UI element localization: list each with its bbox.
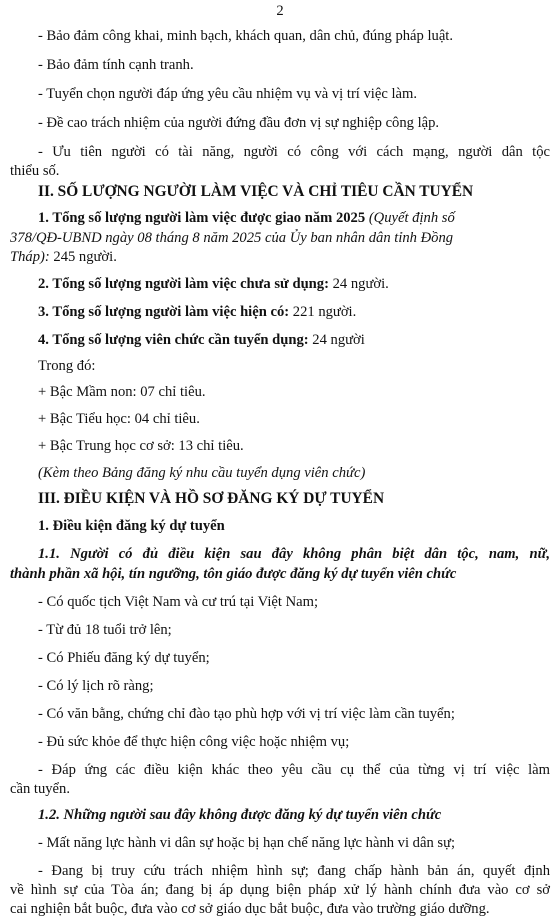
principle-item: - Bảo đảm công khai, minh bạch, khách quan, dân chủ, đúng pháp luật. (38, 28, 454, 44)
level-item: + Bậc Trung học cơ sở: 13 chỉ tiêu. (38, 438, 244, 454)
principle-item: - Đề cao trách nhiệm của người đứng đầu đơn vị sự nghiệp công lập. (38, 115, 440, 131)
exclusion-item-cont: về hình sự của Tòa án; đang bị áp dụng biện pháp xử lý hành chính đưa vào cơ sở (10, 882, 550, 898)
item-2 (38, 275, 389, 294)
principle-item: - Bảo đảm tính cạnh tranh. (38, 57, 194, 73)
priority-line: - Ưu tiên người có tài năng, người có công với cách mạng, người dân tộc (38, 144, 550, 160)
condition-item-last: - Đáp ứng các điều kiện khác theo yêu cầu cụ thể của từng vị trí việc làm (38, 762, 550, 778)
item-1-value: 245 người. (53, 249, 117, 265)
item-3-value: 221 người. (292, 304, 357, 320)
item-3-label: 3. Tổng số lượng người làm việc hiện có: (38, 304, 290, 320)
item-1-label: 1. Tổng số lượng người làm việc được giao năm 2025 (38, 210, 366, 226)
priority-line-cont: thiểu số. (10, 163, 60, 179)
exclusion-item-cont: cai nghiện bắt buộc, đưa vào cơ sở giáo dục bắt buộc, đưa vào trường giáo dưỡng. (10, 901, 490, 917)
item-1-line2: 378/QĐ-UBND ngày 08 tháng 8 năm 2025 của Ủy ban nhân dân tỉnh Đồng (10, 230, 454, 246)
level-item: + Bậc Mầm non: 07 chỉ tiêu. (38, 384, 206, 400)
condition-item-last-cont: cần tuyển. (10, 781, 70, 797)
item-2-label: 2. Tổng số lượng người làm việc chưa sử dụng: (38, 276, 329, 292)
section-heading-ii: II. SỐ LƯỢNG NGƯỜI LÀM VIỆC VÀ CHỈ TIÊU CẦN TUYỂN (38, 183, 474, 200)
condition-item: - Đủ sức khỏe để thực hiện công việc hoặc nhiệm vụ; (38, 734, 350, 750)
subsection-1-1-line2: thành phần xã hội, tín ngưỡng, tôn giáo được đăng ký dự tuyển viên chức (10, 566, 457, 582)
item-2-value: 24 người. (332, 276, 389, 292)
section-heading-iii: III. ĐIỀU KIỆN VÀ HỒ SƠ ĐĂNG KÝ DỰ TUYỂN (38, 490, 385, 507)
subsection-1-1-line1: 1.1. Người có đủ điều kiện sau đây không phân biệt dân tộc, nam, nữ, (38, 546, 550, 562)
item-4 (38, 331, 365, 350)
level-item: + Bậc Tiểu học: 04 chỉ tiêu. (38, 411, 200, 427)
item-1-source-end: Tháp): (10, 249, 50, 265)
item-1-source: (Quyết định số (368, 210, 455, 226)
condition-item: - Có lý lịch rõ ràng; (38, 678, 154, 694)
condition-item: - Có Phiếu đăng ký dự tuyển; (38, 650, 210, 666)
item-1-line1 (38, 209, 455, 228)
item-4-label: 4. Tổng số lượng viên chức cần tuyển dụng: (38, 332, 309, 348)
item-1-line3 (10, 248, 117, 267)
trong-do-label: Trong đó: (38, 358, 96, 374)
exclusion-item: - Đang bị truy cứu trách nhiệm hình sự; đang chấp hành bản án, quyết định (38, 863, 550, 879)
condition-item: - Từ đủ 18 tuổi trở lên; (38, 622, 172, 638)
condition-item: - Có quốc tịch Việt Nam và cư trú tại Việt Nam; (38, 594, 318, 610)
item-3 (38, 303, 356, 322)
principle-item: - Tuyển chọn người đáp ứng yêu cầu nhiệm vụ và vị trí việc làm. (38, 86, 417, 102)
item-4-value: 24 người (312, 332, 365, 348)
condition-item: - Có văn bằng, chứng chỉ đào tạo phù hợp với vị trí việc làm cần tuyển; (38, 706, 455, 722)
page-number: 2 (276, 3, 284, 19)
attachment-note: (Kèm theo Bảng đăng ký nhu cầu tuyển dụng viên chức) (38, 465, 366, 481)
subsection-1: 1. Điều kiện đăng ký dự tuyển (38, 518, 225, 534)
exclusion-item: - Mất năng lực hành vi dân sự hoặc bị hạn chế năng lực hành vi dân sự; (38, 835, 456, 851)
subsection-1-2: 1.2. Những người sau đây không được đăng ký dự tuyển viên chức (38, 807, 442, 823)
